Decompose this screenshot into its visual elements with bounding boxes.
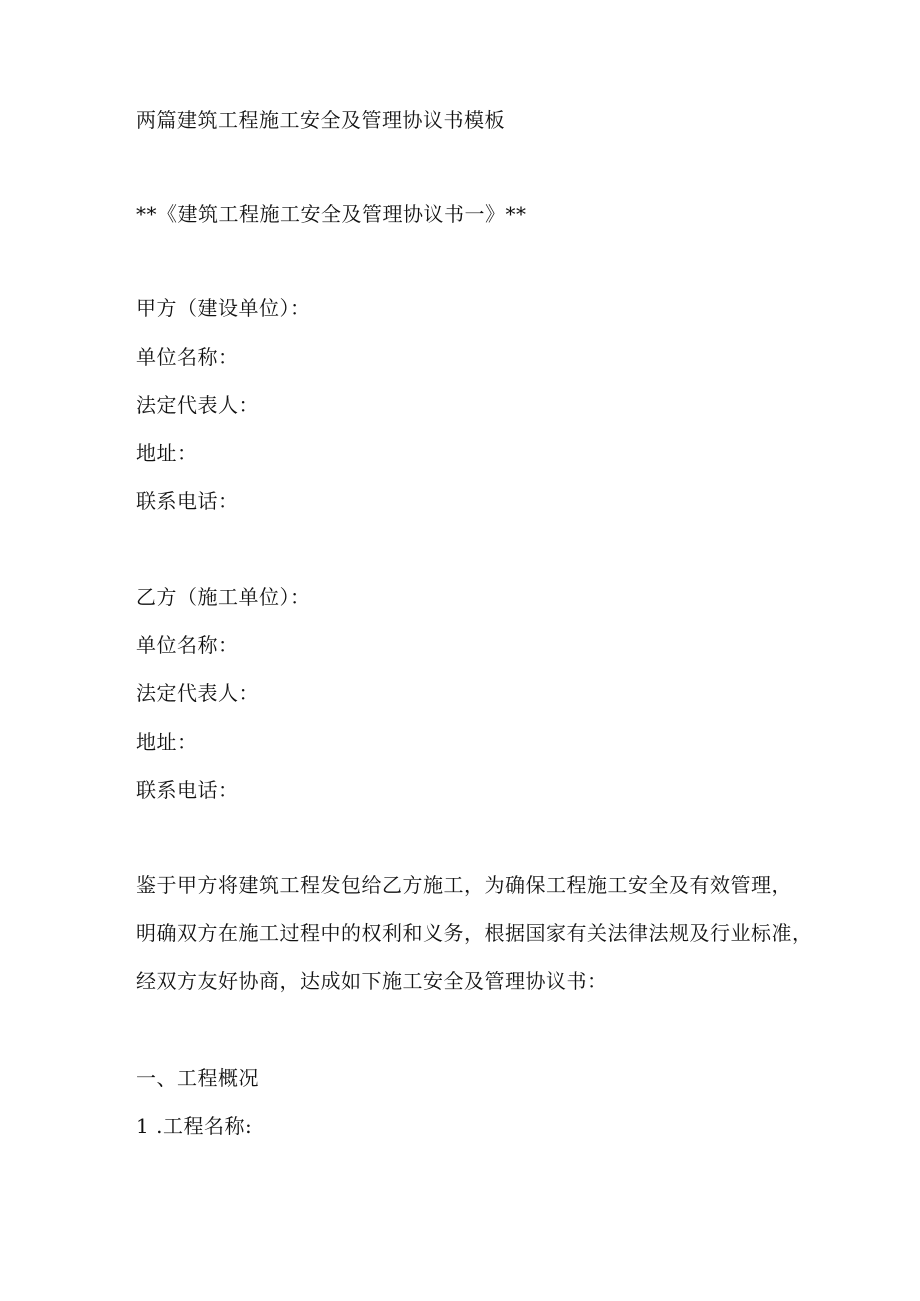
party-a-legal-rep-label: 法定代表人： bbox=[136, 393, 259, 417]
party-a-heading: 甲方（建设单位）： bbox=[136, 296, 311, 320]
preamble-line-2: 明确双方在施工过程中的权利和义务，根据国家有关法律法规及行业标准， bbox=[136, 921, 813, 945]
party-a-phone-label: 联系电话： bbox=[136, 489, 239, 513]
document-title: 两篇建筑工程施工安全及管理协议书模板 bbox=[136, 108, 505, 132]
section-1-heading: 一、工程概况 bbox=[136, 1066, 259, 1090]
preamble-line-3: 经双方友好协商，达成如下施工安全及管理协议书： bbox=[136, 969, 608, 993]
party-b-unit-name-label: 单位名称： bbox=[136, 633, 239, 657]
document-subtitle: **《建筑工程施工安全及管理协议书一》** bbox=[136, 202, 527, 226]
party-b-heading: 乙方（施工单位）： bbox=[136, 585, 311, 609]
party-a-address-label: 地址： bbox=[136, 441, 198, 465]
party-a-unit-name-label: 单位名称： bbox=[136, 345, 239, 369]
party-b-address-label: 地址： bbox=[136, 730, 198, 754]
party-b-legal-rep-label: 法定代表人： bbox=[136, 681, 259, 705]
party-b-phone-label: 联系电话： bbox=[136, 778, 239, 802]
section-1-item-1: 1 .工程名称: bbox=[136, 1114, 253, 1138]
preamble-line-1: 鉴于甲方将建筑工程发包给乙方施工，为确保工程施工安全及有效管理， bbox=[136, 873, 792, 897]
